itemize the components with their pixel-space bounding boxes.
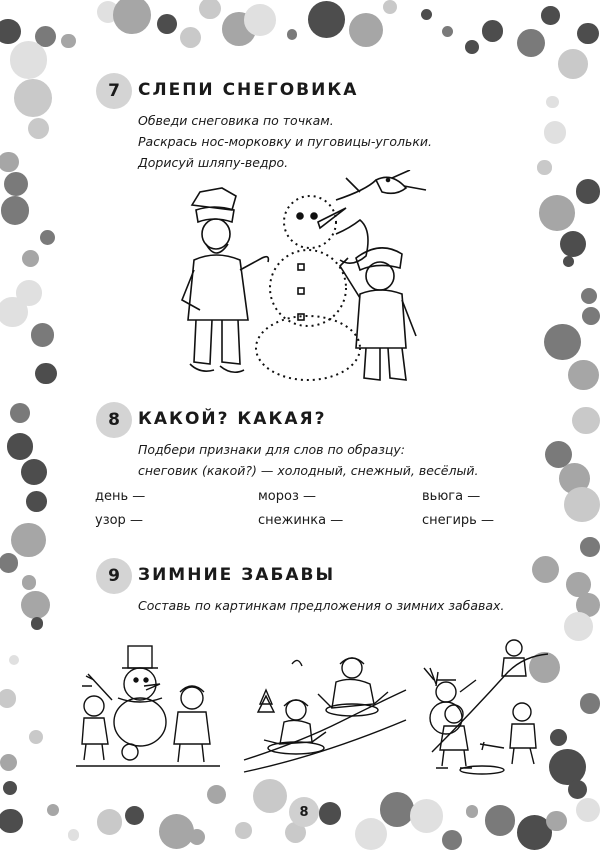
decorative-dot <box>10 41 47 78</box>
decorative-dot <box>21 591 50 620</box>
task-number-badge: 7 <box>96 73 132 109</box>
man-figure <box>182 188 268 372</box>
instruction-line: Дорисуй шляпу-ведро. <box>138 155 289 170</box>
decorative-dot <box>546 96 558 108</box>
decorative-dot <box>0 297 28 327</box>
decorative-dot <box>349 13 383 47</box>
decorative-dot <box>0 152 19 172</box>
decorative-dot <box>11 523 45 557</box>
decorative-dot <box>582 307 600 325</box>
decorative-dot <box>532 556 559 583</box>
decorative-dot <box>564 487 600 523</box>
decorative-dot <box>0 809 23 833</box>
decorative-dot <box>0 689 16 708</box>
decorative-dot <box>581 288 597 304</box>
decorative-dot <box>564 612 593 641</box>
decorative-dot <box>421 9 432 20</box>
decorative-dot <box>355 818 387 850</box>
word-prompt: мороз — <box>258 489 317 504</box>
page-number: 8 <box>289 797 319 827</box>
instruction-line: снеговик (какой?) — холодный, снежный, весёлый. <box>138 463 479 478</box>
decorative-dot <box>189 829 205 845</box>
word-prompt: снегирь — <box>422 513 494 528</box>
decorative-dot <box>113 0 151 34</box>
decorative-dot <box>68 829 79 840</box>
decorative-dot <box>40 230 55 245</box>
dotted-snowman <box>256 196 360 380</box>
decorative-dot <box>207 785 226 804</box>
task-title: КАКОЙ? КАКАЯ? <box>138 409 327 429</box>
decorative-dot <box>465 40 479 54</box>
task-title: СЛЕПИ СНЕГОВИКА <box>138 80 359 100</box>
decorative-dot <box>159 814 194 849</box>
instruction-line: Подбери признаки для слов по образцу: <box>138 442 405 457</box>
decorative-dot <box>9 655 19 665</box>
decorative-dot <box>199 0 221 19</box>
decorative-dot <box>0 754 17 771</box>
decorative-dot <box>180 27 201 48</box>
decorative-dot <box>308 1 345 38</box>
decorative-dot <box>485 805 516 836</box>
decorative-dot <box>576 798 600 822</box>
task-number-badge: 9 <box>96 558 132 594</box>
boy-figure <box>340 248 416 380</box>
decorative-dot <box>29 730 43 744</box>
decorative-dot <box>482 20 504 42</box>
instruction-line: Обведи снеговика по точкам. <box>138 113 334 128</box>
decorative-dot <box>558 49 588 79</box>
decorative-dot <box>253 779 287 813</box>
branch-and-bird <box>336 170 426 200</box>
decorative-dot <box>26 491 47 512</box>
decorative-dot <box>47 804 59 816</box>
decorative-dot <box>97 809 122 834</box>
decorative-dot <box>580 537 600 557</box>
kids-sledding-illustration <box>240 650 410 775</box>
decorative-dot <box>568 780 587 799</box>
decorative-dot <box>0 553 18 573</box>
decorative-dot <box>383 0 397 14</box>
decorative-dot <box>576 179 600 203</box>
word-prompt: день — <box>95 489 146 504</box>
decorative-dot <box>244 4 275 35</box>
decorative-dot <box>319 802 341 824</box>
decorative-dot <box>563 256 574 267</box>
decorative-dot <box>31 323 55 347</box>
decorative-dot <box>125 806 144 825</box>
decorative-dot <box>31 617 44 630</box>
word-prompt: вьюга — <box>422 489 481 504</box>
decorative-dot <box>157 14 177 34</box>
decorative-dot <box>517 29 545 57</box>
decorative-dot <box>4 172 29 197</box>
decorative-dot <box>568 360 598 390</box>
decorative-dot <box>22 250 39 267</box>
decorative-dot <box>580 693 600 713</box>
decorative-dot <box>442 830 462 850</box>
decorative-dot <box>541 6 560 25</box>
decorative-dot <box>577 23 599 45</box>
snowman-face <box>297 208 346 320</box>
decorative-dot <box>539 195 574 230</box>
word-prompt: узор — <box>95 513 143 528</box>
decorative-dot <box>21 459 47 485</box>
decorative-dot <box>28 118 49 139</box>
decorative-dot <box>10 403 30 423</box>
task-title: ЗИМНИЕ ЗАБАВЫ <box>138 565 336 585</box>
word-prompt: снежинка — <box>258 513 344 528</box>
decorative-dot <box>544 121 566 143</box>
decorative-dot <box>22 575 36 589</box>
decorative-dot <box>7 433 33 459</box>
decorative-dot <box>1 196 29 224</box>
kids-skating-illustration <box>412 632 552 777</box>
decorative-dot <box>35 363 57 385</box>
instruction-line: Составь по картинкам предложения о зимних забавах. <box>138 598 505 613</box>
decorative-dot <box>3 781 17 795</box>
decorative-dot <box>442 26 453 37</box>
decorative-dot <box>550 729 567 746</box>
decorative-dot <box>380 792 414 826</box>
decorative-dot <box>537 160 551 174</box>
decorative-dot <box>410 799 443 832</box>
decorative-dot <box>546 811 567 832</box>
decorative-dot <box>544 324 581 361</box>
task-number-badge: 8 <box>96 402 132 438</box>
decorative-dot <box>287 29 298 40</box>
decorative-dot <box>61 34 75 48</box>
decorative-dot <box>0 19 21 45</box>
snowman-dot-tracing-illustration <box>170 170 440 390</box>
decorative-dot <box>235 822 252 839</box>
decorative-dot <box>14 79 52 117</box>
kids-building-snowman-illustration <box>68 640 228 770</box>
decorative-dot <box>572 407 599 434</box>
instruction-line: Раскрась нос-морковку и пуговицы-угольки. <box>138 134 433 149</box>
decorative-dot <box>466 805 478 817</box>
decorative-dot <box>560 231 586 257</box>
